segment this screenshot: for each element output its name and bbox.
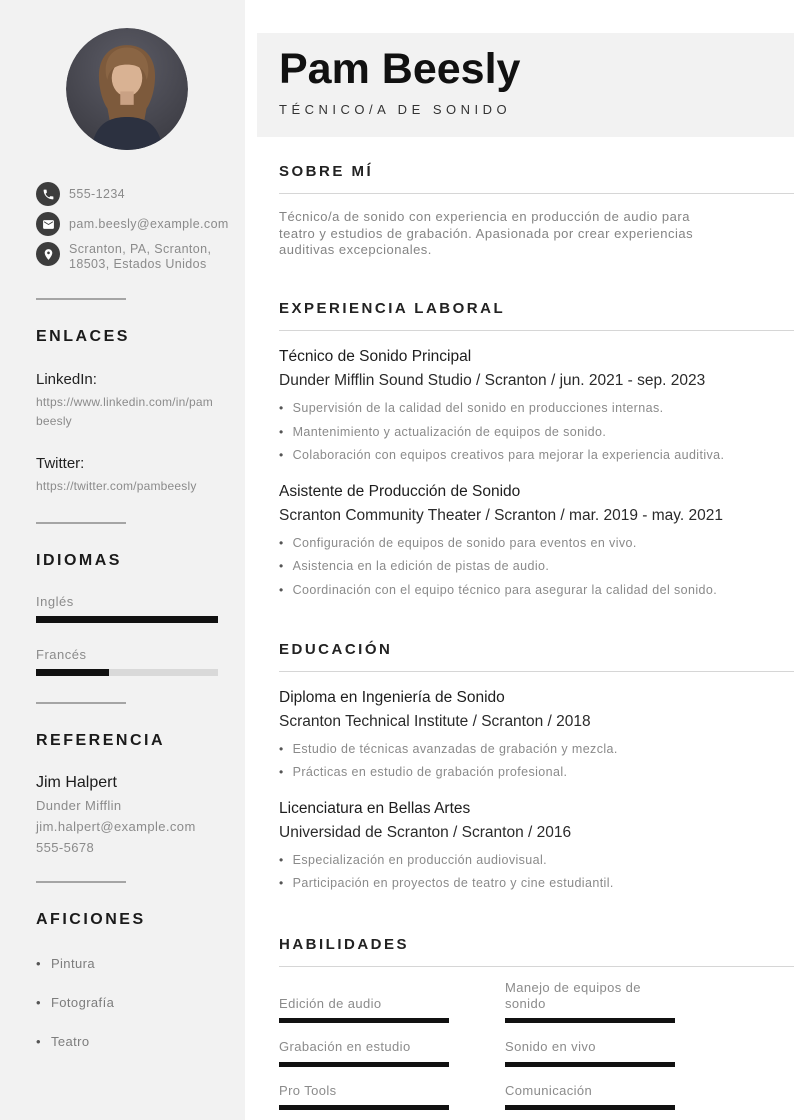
twitter-label: Twitter:	[36, 455, 85, 473]
hobby-item: • Fotografía	[36, 995, 218, 1010]
experience-entry	[279, 348, 794, 464]
skill-label: Manejo de equipos de sonido	[505, 979, 641, 1012]
job-bullets	[279, 535, 794, 599]
sidebar-divider	[36, 881, 126, 883]
contact-phone	[36, 182, 218, 206]
bullet-item: • Coordinación con el equipo técnico para asegurar la calidad del sonido.	[279, 582, 794, 599]
section-about	[279, 163, 794, 258]
language-level-track	[36, 616, 218, 623]
reference-phone: 555-5678	[36, 839, 95, 855]
bullet-item: • Mantenimiento y actualización de equipos de sonido.	[279, 424, 794, 441]
skill-bar	[505, 1105, 675, 1110]
language-item	[36, 647, 218, 676]
job-meta: Scranton Community Theater / Scranton / mar. 2019 - may. 2021	[279, 506, 723, 524]
sidebar-divider	[36, 522, 126, 524]
bullet-item: • Especialización en producción audiovisual.	[279, 852, 794, 869]
reference-heading: REFERENCIA	[36, 731, 166, 749]
bullet-item: • Asistencia en la edición de pistas de audio.	[279, 558, 794, 575]
skill-label: Comunicación	[505, 1082, 593, 1098]
experience-heading: EXPERIENCIA LABORAL	[279, 300, 794, 331]
bullet-item: • Prácticas en estudio de grabación profesional.	[279, 764, 794, 781]
hobby-item: • Teatro	[36, 1034, 218, 1049]
sidebar-divider	[36, 298, 126, 300]
address-line-1: Scranton, PA, Scranton,	[69, 242, 212, 256]
job-meta: Dunder Mifflin Sound Studio / Scranton / jun. 2021 - sep. 2023	[279, 372, 706, 390]
contact-email	[36, 212, 229, 236]
education-heading: EDUCACIÓN	[279, 641, 794, 672]
skill-bar	[279, 1062, 449, 1067]
header-band	[257, 33, 794, 137]
location-icon	[36, 242, 60, 266]
experience-entry	[279, 483, 794, 599]
linkedin-url[interactable]: https://www.linkedin.com/in/pambeesly	[36, 395, 213, 428]
bullet-item: • Participación en proyectos de teatro y cine estudiantil.	[279, 875, 794, 892]
skill-item	[279, 1083, 449, 1110]
hobby-item: • Pintura	[36, 956, 218, 971]
twitter-url[interactable]: https://twitter.com/pambeesly	[36, 479, 197, 494]
degree-bullets	[279, 852, 794, 892]
skill-label: Pro Tools	[279, 1082, 337, 1098]
skill-bar	[505, 1018, 675, 1023]
main-content	[245, 0, 794, 1120]
language-item	[36, 594, 218, 623]
language-level-fill	[36, 616, 218, 623]
section-experience	[279, 300, 794, 599]
bullet-item: • Configuración de equipos de sonido para eventos en vivo.	[279, 535, 794, 552]
reference-name: Jim Halpert	[36, 773, 117, 791]
degree-bullets	[279, 741, 794, 781]
person-job-title: TÉCNICO/A DE SONIDO	[279, 102, 512, 118]
skills-grid	[279, 980, 794, 1110]
languages-heading: IDIOMAS	[36, 551, 122, 569]
degree-meta: Scranton Technical Institute / Scranton / 2018	[279, 712, 591, 730]
profile-photo	[66, 28, 188, 150]
skill-label: Sonido en vivo	[505, 1039, 596, 1055]
bullet-item: • Estudio de técnicas avanzadas de grabación y mezcla.	[279, 741, 794, 758]
sidebar	[0, 0, 245, 1120]
about-heading: SOBRE MÍ	[279, 163, 794, 194]
degree-title: Licenciatura en Bellas Artes	[279, 799, 471, 817]
job-title: Asistente de Producción de Sonido	[279, 482, 521, 500]
skills-heading: HABILIDADES	[279, 936, 794, 967]
language-name: Inglés	[36, 593, 74, 609]
education-entry	[279, 800, 794, 892]
reference-company: Dunder Mifflin	[36, 797, 122, 813]
job-title: Técnico de Sonido Principal	[279, 348, 472, 366]
skill-item	[505, 980, 675, 1024]
language-level-track	[36, 669, 218, 676]
skill-bar	[279, 1018, 449, 1023]
skill-item	[279, 1039, 449, 1066]
hobbies-heading: AFICIONES	[36, 910, 146, 928]
skill-item	[505, 1039, 675, 1066]
person-name: Pam Beesly	[279, 45, 521, 93]
section-education	[279, 641, 794, 892]
sidebar-divider	[36, 702, 126, 704]
phone-number: 555-1234	[69, 186, 126, 201]
phone-icon	[36, 182, 60, 206]
about-text: Técnico/a de sonido con experiencia en producción de audio para teatro y estudios de grabación. Apasionada por crear experiencias auditivas excepcionales.	[279, 209, 694, 257]
job-bullets	[279, 400, 794, 464]
section-skills	[279, 936, 794, 1110]
address-text	[69, 242, 211, 272]
email-address[interactable]: pam.beesly@example.com	[69, 216, 229, 231]
education-entry	[279, 689, 794, 781]
avatar	[66, 28, 188, 150]
skill-label: Edición de audio	[279, 996, 382, 1012]
links-heading: ENLACES	[36, 328, 130, 345]
language-level-fill	[36, 669, 109, 676]
skill-bar	[279, 1105, 449, 1110]
degree-title: Diploma en Ingeniería de Sonido	[279, 688, 505, 706]
skill-item	[279, 996, 449, 1023]
language-name: Francés	[36, 646, 87, 662]
reference-email[interactable]: jim.halpert@example.com	[36, 818, 196, 834]
skill-item	[505, 1083, 675, 1110]
skill-label: Grabación en estudio	[279, 1039, 411, 1055]
bullet-item: • Supervisión de la calidad del sonido en producciones internas.	[279, 400, 794, 417]
bullet-item: • Colaboración con equipos creativos para mejorar la experiencia auditiva.	[279, 447, 794, 464]
degree-meta: Universidad de Scranton / Scranton / 2016	[279, 823, 572, 841]
linkedin-label: LinkedIn:	[36, 371, 97, 388]
skill-bar	[505, 1062, 675, 1067]
email-icon	[36, 212, 60, 236]
contact-address	[36, 242, 218, 272]
address-line-2: 18503, Estados Unidos	[69, 257, 207, 271]
